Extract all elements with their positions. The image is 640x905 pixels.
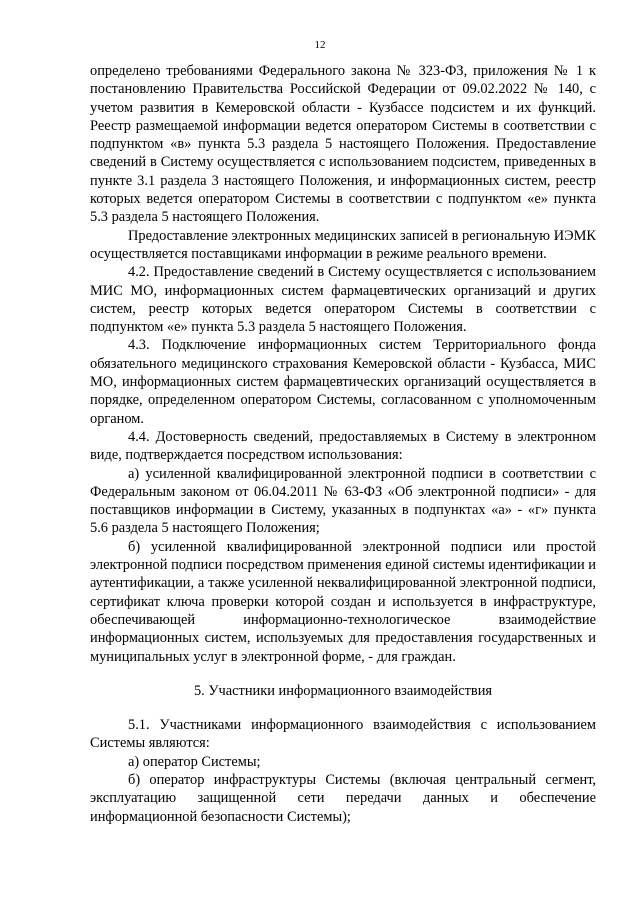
section-heading: 5. Участники информационного взаимодействия <box>193 682 493 699</box>
paragraph-4-3: 4.3. Подключение информационных систем Территориального фонда обязательного медицинского страхования Кемеровской области - Кузбасса, МИС МО, информационных систем фармацевтических организаций осуществляется в порядке, определенном оператором Системы, согласованном с уполномоченным органом. <box>90 337 596 427</box>
paragraph-5-1-a: а) оператор Системы; <box>128 753 261 770</box>
paragraph-4-4-a: а) усиленной квалифицированной электронной подписи в соответствии с Федеральным законом от 06.04.2011 № 63-ФЗ «Об электронной подписи» - для поставщиков информации в Систему, указанных в подпунктах «а» - «г» пункта 5.6 раздела 5 настоящего Положения; <box>90 465 596 537</box>
paragraph-4-4-b: б) усиленной квалифицированной электронной подписи или простой электронной подписи посредством применения единой системы идентификации и аутентификации, а также усиленной неквалифицированной электронной подписи, сертификат ключа проверки которой создан и используется в инфраструктуре, обеспечивающей информационно-технологическое взаимодействие информационных систем, используемых для предоставления государственных и муниципальных услуг в электронной форме, - для граждан. <box>90 538 596 665</box>
paragraph-4-2: 4.2. Предоставление сведений в Систему осуществляется с использованием МИС МО, информационных систем фармацевтических организаций и других систем, реестр которых ведется оператором Системы в соответствии с подпунктом «е» пункта 5.3 раздела 5 настоящего Положения. <box>90 264 596 336</box>
paragraph-iemk-records: Предоставление электронных медицинских записей в региональную ИЭМК осуществляется поставщиками информации в режиме реального времени. <box>90 227 596 262</box>
paragraph-5-1: 5.1. Участниками информационного взаимодействия с использованием Системы являются: <box>90 717 596 752</box>
paragraph-5-1-b: б) оператор инфраструктуры Системы (включая центральный сегмент, эксплуатацию защищенной сети передачи данных и обеспечение информационной безопасности Системы); <box>90 771 596 825</box>
document-body <box>90 62 596 826</box>
page-number: 12 <box>314 39 326 51</box>
paragraph-4-4: 4.4. Достоверность сведений, предоставляемых в Систему в электронном виде, подтверждается посредством использования: <box>90 428 596 464</box>
paragraph-continuation: определено требованиями Федерального закона № 323-ФЗ, приложения № 1 к постановлению Правительства Российской Федерации от 09.02.2022 № 140, с учетом развития в Кемеровской области - Кузбассе подсистем и их функций. Реестр размещаемой информации ведется оператором Системы в соответствии с подпунктом «в» пункта 5.3 раздела 5 настоящего Положения. Предоставление сведений в Систему осуществляется с использованием подсистем, приведенных в пункте 3.1 раздела 3 настоящего Положения, и информационных систем, реестр которых ведется оператором Системы в соответствии с подпунктом «е» пункта 5.3 раздела 5 настоящего Положения. <box>90 63 596 226</box>
